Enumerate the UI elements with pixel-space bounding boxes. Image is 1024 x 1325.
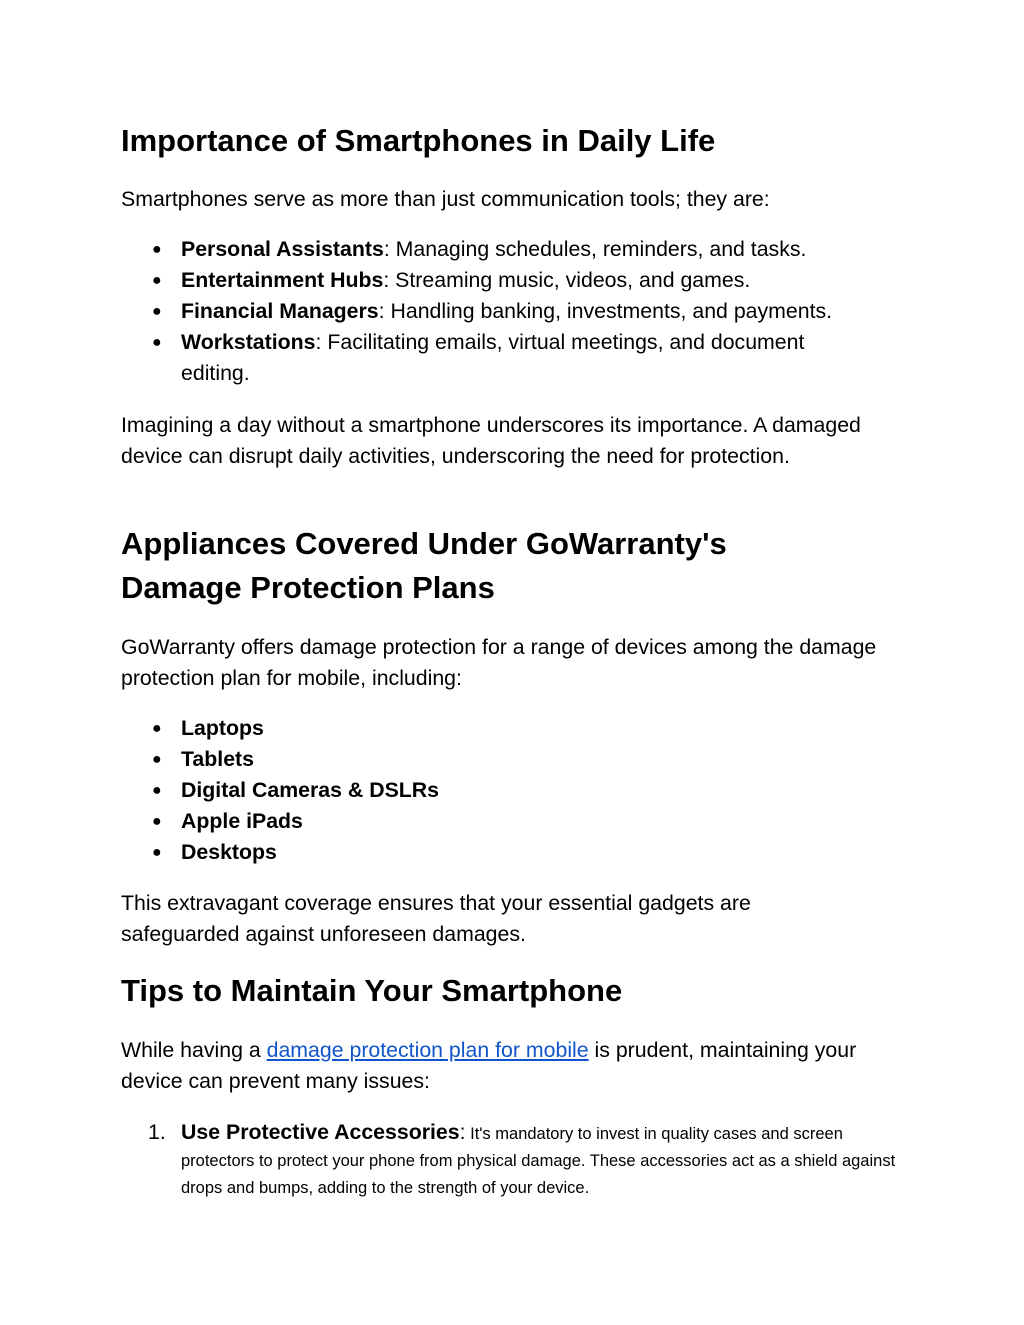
heading-appliances: Appliances Covered Under GoWarranty's Damage Protection Plans xyxy=(121,526,727,605)
list-item xyxy=(121,744,911,775)
damage-protection-plan-link[interactable]: damage protection plan for mobile xyxy=(266,1038,589,1062)
bullet-icon: ● xyxy=(152,241,162,258)
list-item xyxy=(121,1120,911,1201)
list-item-label: Tablets xyxy=(181,747,254,771)
list-item xyxy=(121,296,911,327)
list-item-label: Apple iPads xyxy=(181,809,303,833)
list-item-desc: : Managing schedules, reminders, and tasks. xyxy=(383,237,807,261)
list-item xyxy=(121,234,911,265)
intro-paragraph-1: Smartphones serve as more than just communication tools; they are: xyxy=(121,187,770,211)
covered-devices-list xyxy=(121,713,911,868)
bullet-icon: ● xyxy=(152,844,162,861)
list-item xyxy=(121,806,911,837)
bullet-icon: ● xyxy=(152,303,162,320)
bullet-icon: ● xyxy=(152,751,162,768)
list-item-label: Laptops xyxy=(181,716,264,740)
bullet-icon: ● xyxy=(152,272,162,289)
tips-list xyxy=(121,1120,911,1201)
list-item-desc: : Handling banking, investments, and payments. xyxy=(378,299,833,323)
list-item-desc: : Streaming music, videos, and games. xyxy=(383,268,751,292)
list-item xyxy=(121,837,911,868)
list-item-desc: : Facilitating emails, virtual meetings, and document editing. xyxy=(181,330,805,385)
intro-text-before: While having a xyxy=(121,1038,267,1062)
list-item xyxy=(121,265,911,296)
list-item-term: Personal Assistants xyxy=(181,237,384,261)
intro-paragraph-2: GoWarranty offers damage protection for a range of devices among the damage protection plan for mobile, including: xyxy=(121,635,877,690)
list-item-term: Financial Managers xyxy=(181,299,379,323)
list-item-label: Digital Cameras & DSLRs xyxy=(181,778,440,802)
heading-importance: Importance of Smartphones in Daily Life xyxy=(121,123,716,158)
closing-paragraph-1: Imagining a day without a smartphone underscores its importance. A damaged device can disrupt daily activities, underscoring the need for protection. xyxy=(121,413,861,468)
list-item-label: Desktops xyxy=(181,840,277,864)
list-item-term: Entertainment Hubs xyxy=(181,268,384,292)
intro-text-after: is prudent, maintaining your device can prevent many issues: xyxy=(121,1038,857,1093)
list-item-term: Workstations xyxy=(181,330,316,354)
list-item xyxy=(121,775,911,806)
closing-paragraph-2: This extravagant coverage ensures that your essential gadgets are safeguarded against unforeseen damages. xyxy=(121,891,751,946)
bullet-icon: ● xyxy=(152,334,162,351)
bullet-icon: ● xyxy=(152,782,162,799)
bullet-icon: ● xyxy=(152,813,162,830)
smartphone-roles-list xyxy=(121,234,911,389)
list-item-number: 1. xyxy=(148,1120,166,1144)
list-item-term: Use Protective Accessories xyxy=(181,1120,460,1144)
bullet-icon: ● xyxy=(152,720,162,737)
heading-tips: Tips to Maintain Your Smartphone xyxy=(121,973,623,1008)
list-item xyxy=(121,713,911,744)
list-item xyxy=(121,327,911,389)
list-item-desc: It's mandatory to invest in quality cases and screen protectors to protect your phone from physical damage. These accessories act as a shield against drops and bumps, adding to the strength of your device. xyxy=(181,1125,896,1197)
list-item-colon: : xyxy=(459,1120,466,1144)
intro-paragraph-3 xyxy=(121,1035,901,1097)
